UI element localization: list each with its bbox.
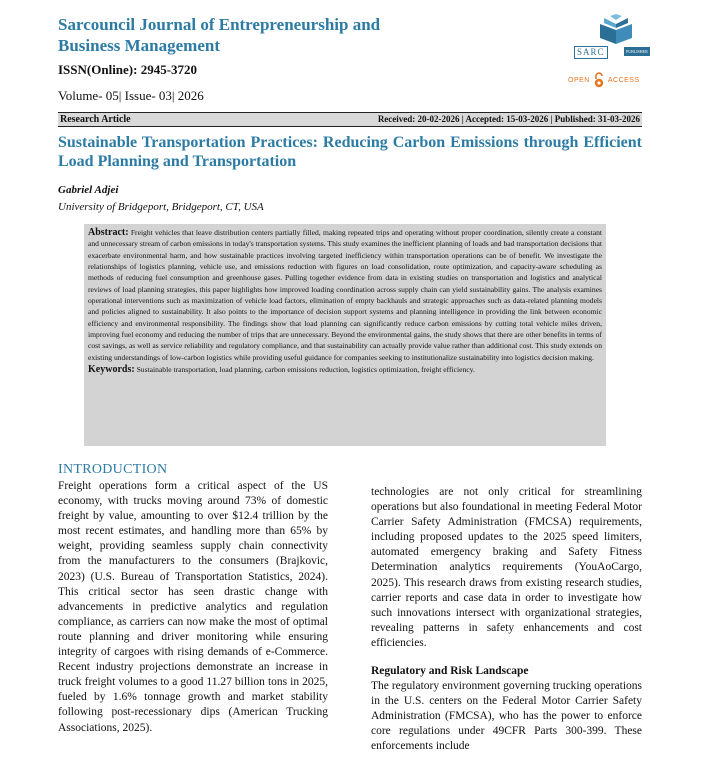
intro-paragraph-continued: technologies are not only critical for streamlining operations but also foundational in meeting Federal Motor Carrier Safety Administration (FMCSA) requirements, including proposed updates to the 2025 speed limiters, automated emergency braking and Safety Fitness Determination analytics requirements (YouAoCargo, 2025). This research draws from existing research studies, carrier reports and case data in order to investigate how such innovations intersect with organizational strategies, revealing patterns in safety enhancements and cost efficiencies. bbox=[371, 486, 642, 649]
body-column-right bbox=[371, 485, 642, 755]
abstract-box bbox=[84, 224, 606, 446]
article-meta-bar bbox=[58, 112, 642, 127]
open-access-right: ACCESS bbox=[607, 76, 640, 84]
article-type: Research Article bbox=[60, 114, 131, 125]
keywords-text: Sustainable transportation, load planning, carbon emissions reduction, logistics optimization, freight efficiency. bbox=[136, 365, 475, 375]
volume-issue: Volume- 05| Issue- 03| 2026 bbox=[58, 88, 204, 103]
abstract-text: Freight vehicles that leave distribution centers partially filled, making repeated trips and operating without proper coordination, silently create a constant and unnecessary stream of carbon emissions in today's transportation systems. This study examines the inefficient planning of loads and bad transportation decisions that exacerbate environmental harm, and how sustainable practices involving targeted inefficiency within transportation operations can be of benefit. We investigate the relationships of logistics planning, vehicle use, and emissions reduction with figures on load consolidation, route optimization, and capacity-aware scheduling as methods of reducing fuel consumption and greenhouse gases. Pulling together evidence from data in existing studies on transportation and logistics and analytical reviews of load planning strategies, this paper highlights how improved loading coordination across supply chain can yield sustainability gains. The analysis examines operational interventions such as maximization of vehicle load factors, elimination of empty backhauls and strategic approaches such as data-related planning models and policies aligned to sustainability. It also points to the importance of decision support systems and planning intelligence in providing the link between economic efficiency and environmental responsibility. The findings show that load planning can significantly reduce carbon emissions by cutting total vehicle miles driven, improving fuel economy and reducing the number of trips that are unnecessary. Beyond the environmental gains, the study shows that there are other benefits in terms of cost savings, as well as service reliability and regulatory compliance, and that sustainability can actually provide value rather than additional cost. This study extends on existing understandings of low-carbon logistics while providing useful guidance for companies seeking to institutionalize sustainability into logistics decision making. bbox=[88, 228, 602, 362]
abstract-paragraph bbox=[88, 227, 602, 363]
subsection-paragraph: The regulatory environment governing trucking operations in the U.S. centers on the Federal Motor Carrier Safety Administration (FMCSA), who has the power to enforce core regulations under 49CFR Parts 300-399. These enforcements include bbox=[371, 680, 642, 753]
book-icon bbox=[596, 14, 636, 46]
open-lock-icon bbox=[593, 72, 605, 88]
open-access-left: OPEN bbox=[568, 76, 590, 84]
sarc-logo bbox=[574, 14, 658, 62]
keywords-label: Keywords: bbox=[88, 364, 135, 376]
author-affiliation: University of Bridgeport, Bridgeport, CT, USA bbox=[58, 201, 264, 213]
author-name: Gabriel Adjei bbox=[58, 184, 119, 196]
logo-subtext: PUBLISHER bbox=[626, 49, 648, 54]
journal-title: Sarcouncil Journal of Entrepreneurship and Business Management bbox=[58, 15, 381, 55]
abstract-label: Abstract: bbox=[88, 227, 129, 238]
subsection-heading: Regulatory and Risk Landscape bbox=[371, 665, 529, 678]
body-column-left bbox=[58, 461, 328, 736]
keywords-line bbox=[88, 364, 602, 375]
issn: ISSN(Online): 2945-3720 bbox=[58, 62, 198, 77]
open-access-badge bbox=[568, 72, 640, 88]
intro-paragraph: Freight operations form a critical aspect of the US economy, with trucks moving around 73% of domestic freight by value, amounting to over $12.4 trillion by the most recent estimates, and handling more than 65% by weight, providing seamless supply chain connectivity from the manufacturers to the consumers (Brajkovic, 2023) (U.S. Bureau of Transportation Statistics, 2024). This critical sector has seen drastic change with advancements in predictive analytics and regulation compliance, as carriers can now make the most of optimal route planning and driver monitoring while ensuring integrity of cargoes with rising demands of e-Commerce. Recent industry projections demonstrate an increase in truck freight volumes to a good 11.27 billion tons in 2025, fueled by 1.6% tonnage growth and market stability following post-recessionary dips (American Trucking Associations, 2025). bbox=[58, 480, 328, 734]
paper-title: Sustainable Transportation Practices: Reducing Carbon Emissions through Efficient Load Planning and Transportation bbox=[58, 134, 642, 170]
logo-text: SARC bbox=[574, 46, 608, 59]
article-dates: Received: 20-02-2026 | Accepted: 15-03-2026 | Published: 31-03-2026 bbox=[377, 114, 640, 124]
section-heading-introduction: INTRODUCTION bbox=[58, 462, 168, 477]
